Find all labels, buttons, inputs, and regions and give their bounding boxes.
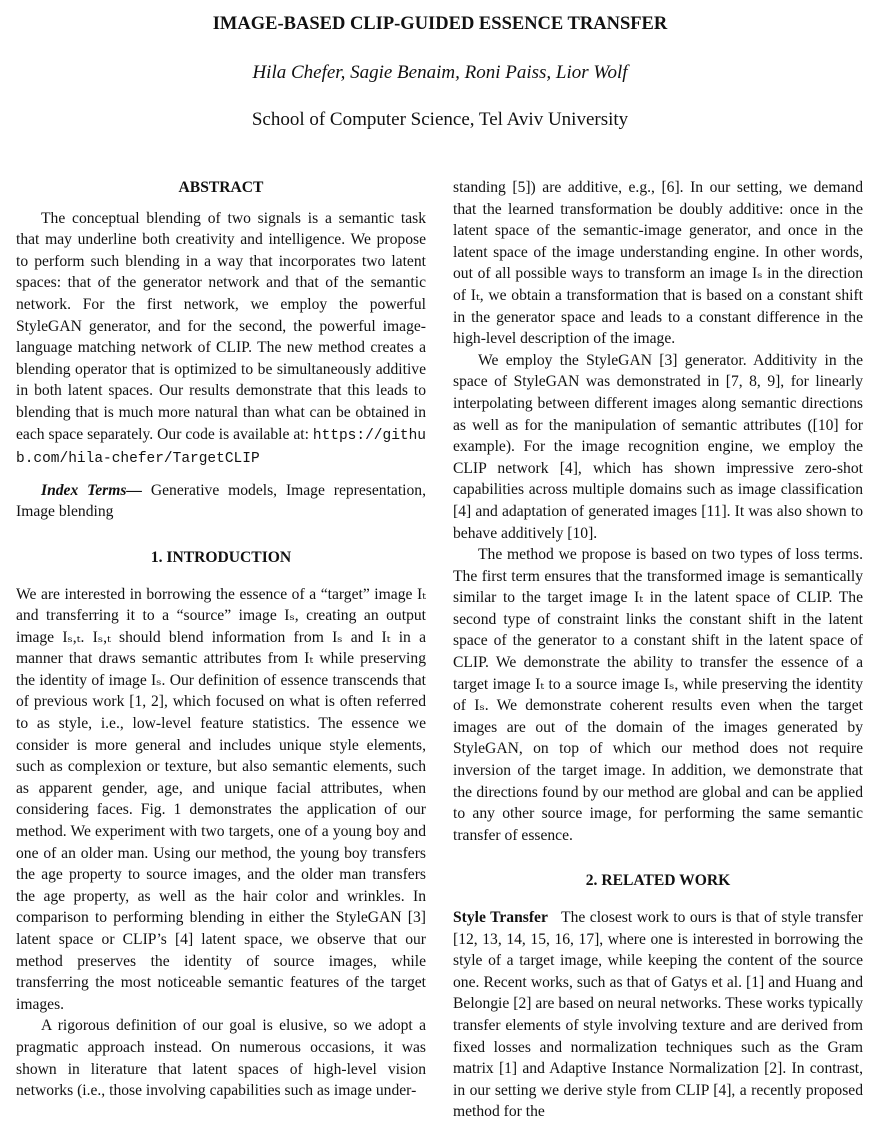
right-column (453, 177, 867, 1123)
index-terms-text: Generative models, Image representation, Image blending (16, 481, 426, 521)
affiliation: School of Computer Science, Tel Aviv University (251, 109, 629, 130)
related-work-paragraph (453, 907, 867, 1123)
code-url-link[interactable]: https://github.com/hila-chefer/TargetCLIP (16, 427, 426, 468)
intro-paragraph-3: standing [5]) are additive, e.g., [6]. In our setting, we demand that the learned transformation be doubly additive: once in the latent space of the semantic-image generator, and once in the latent space of the image understanding engine. In other words, out of all possible ways to transform an image Iₛ in the direction of Iₜ, we obtain a transformation that is based on a constant shift in the generator space and leads to a constant difference in the high-level description of the image. (453, 179, 863, 348)
intro-paragraph-4: We employ the StyleGAN [3] generator. Additivity in the space of StyleGAN was demonstrated in [7, 8, 9], for linearly interpolating between different images along semantic directions as well as for the manipulation of semantic attributes ([10] for example). For the image recognition engine, we employ the CLIP network [4], which has shown impressive zero-shot capabilities across multiple domains such as image classification [4] and adaptation of generated images [11]. It was also shown to behave additively [10]. (453, 351, 863, 542)
related-work-heading: 2. RELATED WORK (585, 872, 731, 890)
intro-paragraph-5: The method we propose is based on two types of loss terms. The first term ensures that the transformed image is semantically similar to the target image Iₜ in the latent space of CLIP. The second type of constraint links the constant shift in the latent space of the generator to a constant shift in the latent space of CLIP. We demonstrate the ability to transfer the essence of a target image Iₜ to a source image Iₛ, while preserving the identity of Iₛ. We demonstrate coherent results even when the target images are out of the domain of the images generated by StyleGAN, on top of which our method does not require inversion of the target image. In addition, we demonstrate that the directions found by our method are global and can be applied to any other source image, for performing the same semantic transfer of essence. (453, 546, 863, 844)
paper-title: IMAGE-BASED CLIP-GUIDED ESSENCE TRANSFER (212, 14, 668, 34)
abstract-heading: ABSTRACT (178, 179, 264, 196)
abstract-body: The conceptual blending of two signals is a semantic task that may underline both creativity and intelligence. We propose to perform such blending in a way that incorporates two latent spaces: that of the generator network and that of the semantic network. For the first network, we employ the powerful StyleGAN generator, and for the second, the powerful image-language matching network of CLIP. The new method creates a blending operator that is optimized to be simultaneously additive in both latent spaces. Our results demonstrate that this leads to blending that is much more natural than what can be obtained in each space separately. Our code is available at: (16, 209, 426, 443)
index-terms (16, 480, 426, 523)
authors: Hila Chefer, Sagie Benaim, Roni Paiss, Lior Wolf (252, 62, 628, 83)
abstract-text (16, 208, 426, 471)
left-column (16, 177, 426, 1102)
intro-paragraph-1: We are interested in borrowing the essence of a “target” image Iₜ and transferring it to a “source” image Iₛ, creating an output image Iₛ,ₜ. Iₛ,ₜ should blend information from Iₛ and Iₜ in a manner that draws semantic attributes from Iₜ while preserving the identity of image Iₛ. Our definition of essence transcends that of previous work [1, 2], which focused on what is often referred to as style, i.e., low-level feature statistics. The essence we consider is more general and includes unique style elements, such as complexion or texture, but also semantic elements, such as apparent gender, age, and unique facial attributes, when considering faces. Fig. 1 demonstrates the application of our method. We experiment with two targets, one of a young boy and one of an older man. Using our method, the young boy transfers the age property to source images, and the older man transfers the age property, as well as the hair color and wrinkles. In comparison to performing blending in either the StyleGAN [3] latent space or CLIP’s [4] latent space, we observe that our method preserves the identity of source images, while transferring the most noticeable semantic features of the target images. (16, 585, 426, 1013)
index-terms-label: Index Terms— (41, 481, 142, 499)
intro-paragraph-2: A rigorous definition of our goal is elusive, so we adopt a pragmatic approach instead. On numerous occasions, it was shown in literature that latent spaces of high-level vision networks (i.e., those involving capabilities such as image under- (16, 1017, 426, 1100)
related-work-text: The closest work to ours is that of style transfer [12, 13, 14, 15, 16, 17], where one is interested in borrowing the style of a target image, while keeping the content of the source one. Recent works, such as that of Gatys et al. [1] and Huang and Belongie [2] are based on neural networks. These works typically transfer elements of style involving texture and are derived from fixed losses and normalization techniques such as the Gram matrix [1] and Adaptive Instance Normalization [2]. In contrast, in our setting we derive style from CLIP [4], a recently proposed method for the (453, 909, 867, 1121)
style-transfer-lead: Style Transfer (453, 909, 548, 926)
introduction-heading: 1. INTRODUCTION (150, 548, 292, 566)
